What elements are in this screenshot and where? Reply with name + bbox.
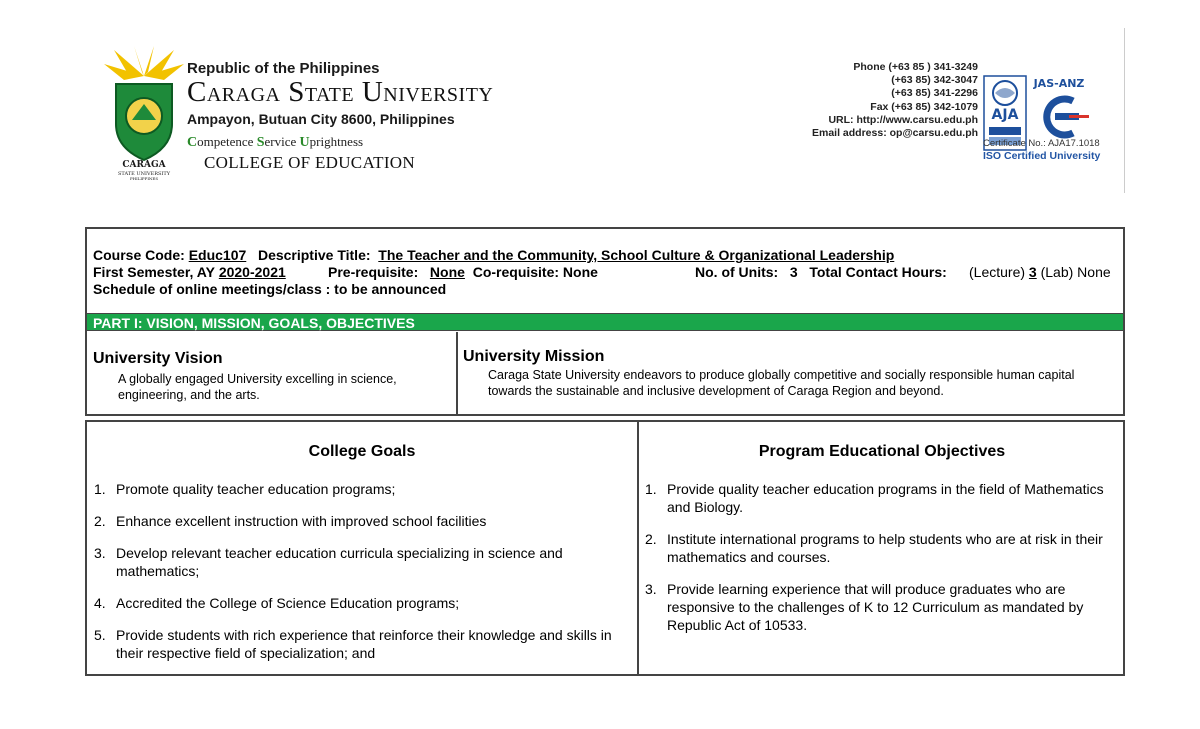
svg-text:STATE UNIVERSITY: STATE UNIVERSITY	[117, 171, 171, 177]
list-item: 2. Institute international programs to help students who are at risk in their mathematics and courses.	[645, 531, 1103, 565]
corequisite: Co-requisite: None	[472, 264, 598, 280]
college-goals-heading: College Goals	[308, 443, 416, 460]
college-goals-list	[94, 480, 624, 676]
phone-line: Phone (+63 85 ) 341-3249	[853, 61, 978, 73]
certificate-number: Certificate No.: AJA17.1018	[983, 138, 1100, 149]
course-title-row: Course Code: Educ107 Descriptive Title: The Teacher and the Community, School Culture & Organizational Leadership	[93, 247, 895, 263]
list-item: 4. Accredited the College of Science Education programs;	[94, 595, 460, 611]
list-item: 5. Provide students with rich experience that reinforce their knowledge and skills in their respective field of specialization; and	[94, 627, 612, 661]
iso-certified-label: ISO Certified University	[983, 150, 1101, 162]
units-value: 3	[789, 264, 798, 280]
course-info-box	[85, 227, 1125, 416]
university-motto: Competence Service Uprightness	[187, 134, 364, 150]
schedule-row: Schedule of online meetings/class : to be announced	[93, 281, 447, 297]
section-header-part1: PART I: VISION, MISSION, GOALS, OBJECTIVES	[87, 313, 1123, 331]
vision-text: A globally engaged University excelling in science, engineering, and the arts.	[118, 372, 397, 402]
course-code: Educ107	[188, 247, 247, 263]
url-line: URL: http://www.carsu.edu.ph	[828, 113, 978, 126]
mission-text: Caraga State University endeavors to produce globally competitive and socially responsible human capital towards the sustainable and inclusive development of Caraga Region and beyond.	[488, 368, 1075, 398]
course-title: The Teacher and the Community, School Culture & Organizational Leadership	[378, 247, 895, 263]
fax-line: Fax (+63 85) 342-1079	[870, 100, 978, 113]
program-objectives-list	[645, 480, 1115, 648]
course-details	[93, 247, 1123, 298]
svg-text:JAS-ANZ: JAS-ANZ	[1033, 77, 1085, 90]
prerequisite: None	[429, 264, 465, 280]
lecture-hours: 3	[1028, 264, 1037, 280]
vision-heading: University Vision	[93, 350, 223, 367]
college-name: COLLEGE OF EDUCATION	[204, 153, 415, 172]
list-item: 1. Provide quality teacher education programs in the field of Mathematics and Biology.	[645, 481, 1104, 515]
program-objectives-heading: Program Educational Objectives	[758, 443, 1006, 460]
list-item: 1. Promote quality teacher education programs;	[94, 481, 396, 497]
svg-text:PHILIPPINES: PHILIPPINES	[129, 176, 159, 181]
svg-text:AJA: AJA	[991, 107, 1019, 123]
university-seal-logo	[104, 46, 184, 181]
page-edge-divider	[1124, 28, 1125, 193]
university-name: Caraga State University	[187, 76, 494, 108]
email-line: Email address: op@carsu.edu.ph	[812, 127, 979, 140]
list-item: 2. Enhance excellent instruction with improved school facilities	[94, 513, 487, 529]
list-item: 3. Provide learning experience that will produce graduates who are responsive to the challenges of K to 12 Curriculum as mandated by Republic Act of 10533.	[645, 581, 1084, 633]
academic-year: 2020-2021	[218, 264, 286, 280]
contact-info	[812, 61, 978, 140]
list-item: 3. Develop relevant teacher education curricula specializing in science and mathematics;	[94, 545, 563, 579]
goals-objectives-box	[85, 422, 1125, 676]
lab-hours: (Lab) None	[1040, 264, 1111, 280]
svg-text:CARAGA: CARAGA	[122, 160, 166, 170]
phone-line: (+63 85) 341-2296	[891, 87, 978, 100]
phone-line: (+63 85) 342-3047	[891, 74, 978, 87]
mission-heading: University Mission	[463, 348, 605, 365]
semester-row: First Semester, AY 2020-2021 Pre-requisite: None Co-requisite: None No. of Units: 3 Total Contact Hours: (Lecture) 3 (Lab) None	[93, 264, 1111, 280]
university-address: Ampayon, Butuan City 8600, Philippines	[187, 111, 455, 127]
republic-label: Republic of the Philippines	[187, 60, 380, 77]
column-divider	[456, 332, 458, 416]
